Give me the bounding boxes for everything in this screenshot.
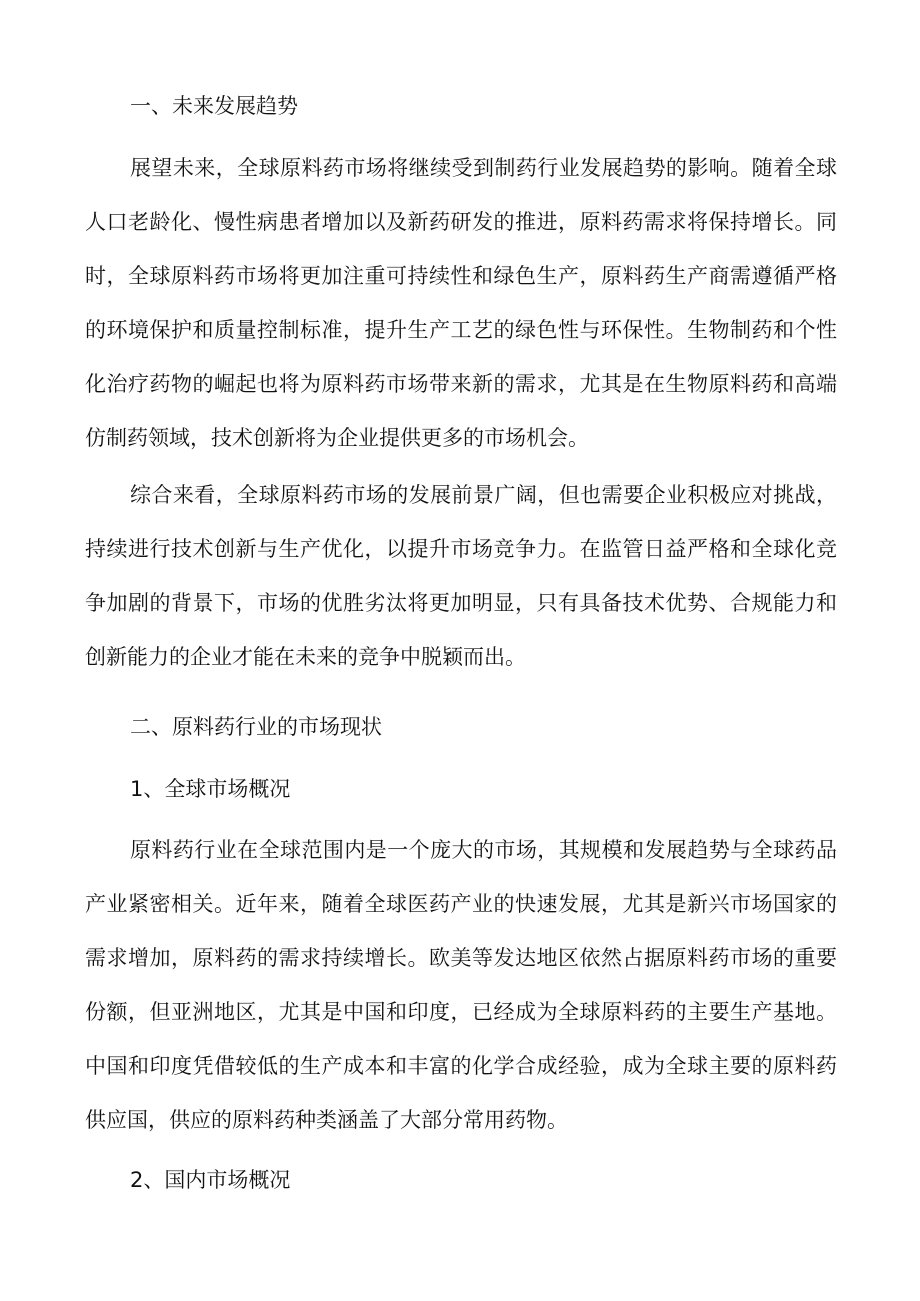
section-heading-future-trends: 一、未来发展趋势	[130, 94, 298, 118]
section-heading-market-status: 二、原料药行业的市场现状	[130, 715, 382, 739]
subsection-heading-global-market: 1、全球市场概况	[130, 777, 291, 801]
paragraph-summary: 综合来看，全球原料药市场的发展前景广阔，但也需要企业积极应对挑战，持续进行技术创新与生产优化，以提升市场竞争力。在监管日益严格和全球化竞争加剧的背景下，市场的优胜劣汰将更加明显，只有具备技术优势、合规能力和创新能力的企业才能在未来的竞争中脱颖而出。	[85, 483, 837, 669]
paragraph-global-market: 原料药行业在全球范围内是一个庞大的市场，其规模和发展趋势与全球药品产业紧密相关。近年来，随着全球医药产业的快速发展，尤其是新兴市场国家的需求增加，原料药的需求持续增长。欧美等发达地区依然占据原料药市场的重要份额，但亚洲地区，尤其是中国和印度，已经成为全球原料药的主要生产基地。中国和印度凭借较低的生产成本和丰富的化学合成经验，成为全球主要的原料药供应国，供应的原料药种类涵盖了大部分常用药物。	[85, 838, 837, 1132]
subsection-heading-domestic-market: 2、国内市场概况	[130, 1168, 291, 1192]
paragraph-outlook: 展望未来，全球原料药市场将继续受到制药行业发展趋势的影响。随着全球人口老龄化、慢性病患者增加以及新药研发的推进，原料药需求将保持增长。同时，全球原料药市场将更加注重可持续性和绿色生产，原料药生产商需遵循严格的环境保护和质量控制标准，提升生产工艺的绿色性与环保性。生物制药和个性化治疗药物的崛起也将为原料药市场带来新的需求，尤其是在生物原料药和高端仿制药领域，技术创新将为企业提供更多的市场机会。	[85, 156, 837, 450]
